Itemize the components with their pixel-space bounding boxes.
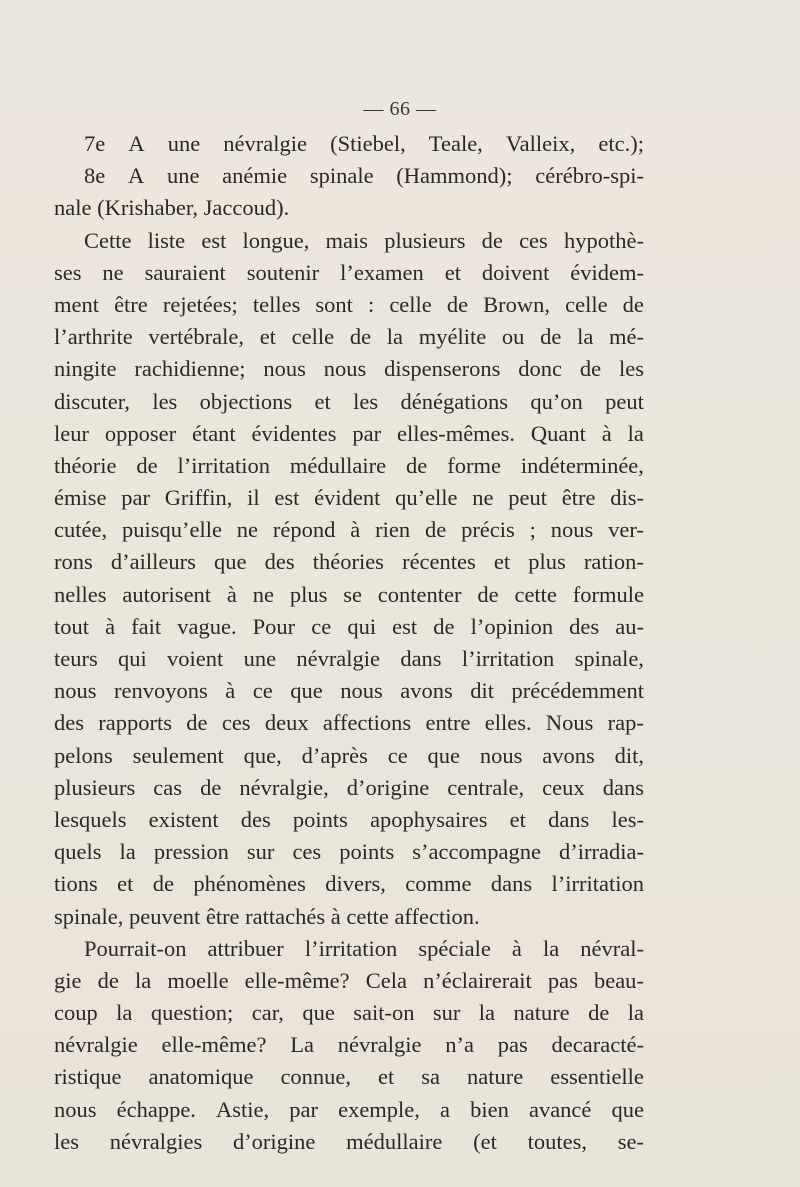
text-line: 8e A une anémie spinale (Hammond); cérébro-spi-: [84, 163, 644, 189]
text-line: teurs qui voient une névralgie dans l’irritation spinale,: [54, 646, 644, 671]
text-line: 7e A une névralgie (Stiebel, Teale, Valleix, etc.);: [84, 131, 644, 156]
text-line: leur opposer étant évidentes par elles-mêmes. Quant à la: [54, 420, 644, 446]
text-line: quels la pression sur ces points s’accompagne d’irradia-: [54, 839, 644, 865]
text-line: émise par Griffin, il est évident qu’elle ne peut être dis-: [54, 485, 644, 511]
text-line: les névralgies d’origine médullaire (et toutes, se-: [54, 1128, 644, 1154]
text-line: pelons seulement que, d’après ce que nous avons dit,: [54, 742, 644, 768]
text-line: coup la question; car, que sait-on sur la nature de la: [54, 1000, 644, 1026]
text-line: plusieurs cas de névralgie, d’origine centrale, ceux dans: [54, 774, 644, 800]
text-line: nale (Krishaber, Jaccoud).: [54, 195, 290, 221]
text-line: théorie de l’irritation médullaire de forme indéterminée,: [54, 452, 644, 478]
text-line: ristique anatomique connue, et sa nature essentielle: [54, 1064, 644, 1090]
text-line: gie de la moelle elle-même? Cela n’éclairerait pas beau-: [54, 967, 644, 993]
text-line: cutée, puisqu’elle ne répond à rien de précis ; nous ver-: [54, 517, 644, 543]
text-line: Cette liste est longue, mais plusieurs de ces hypothè-: [84, 227, 644, 253]
text-line: névralgie elle-même? La névralgie n’a pas decaracté-: [54, 1032, 644, 1058]
text-line: nous échappe. Astie, par exemple, a bien avancé que: [54, 1096, 644, 1122]
text-line: des rapports de ces deux affections entre elles. Nous rap-: [54, 710, 644, 736]
text-line: Pourrait-on attribuer l’irritation spéciale à la névral-: [84, 935, 644, 961]
text-line: lesquels existent des points apophysaires et dans les-: [54, 806, 644, 832]
text-line: ningite rachidienne; nous nous dispenserons donc de les: [54, 356, 644, 382]
text-line: l’arthrite vertébrale, et celle de la myélite ou de la mé-: [54, 324, 644, 350]
text-line: discuter, les objections et les dénégations qu’on peut: [54, 388, 644, 414]
text-line: spinale, peuvent être rattachés à cette affection.: [54, 903, 480, 929]
text-line: ment être rejetées; telles sont : celle de Brown, celle de: [54, 291, 644, 317]
body-text: [54, 128, 644, 1158]
text-line: tions et de phénomènes divers, comme dans l’irritation: [54, 871, 644, 897]
text-line: tout à fait vague. Pour ce qui est de l’opinion des au-: [54, 613, 644, 639]
text-line: nelles autorisent à ne plus se contenter de cette formule: [54, 581, 644, 607]
text-line: ses ne sauraient soutenir l’examen et doivent évidem-: [54, 259, 644, 285]
text-line: rons d’ailleurs que des théories récentes et plus ration-: [54, 549, 644, 575]
page-number: — 66 —: [363, 98, 437, 120]
text-line: nous renvoyons à ce que nous avons dit précédemment: [54, 678, 644, 704]
